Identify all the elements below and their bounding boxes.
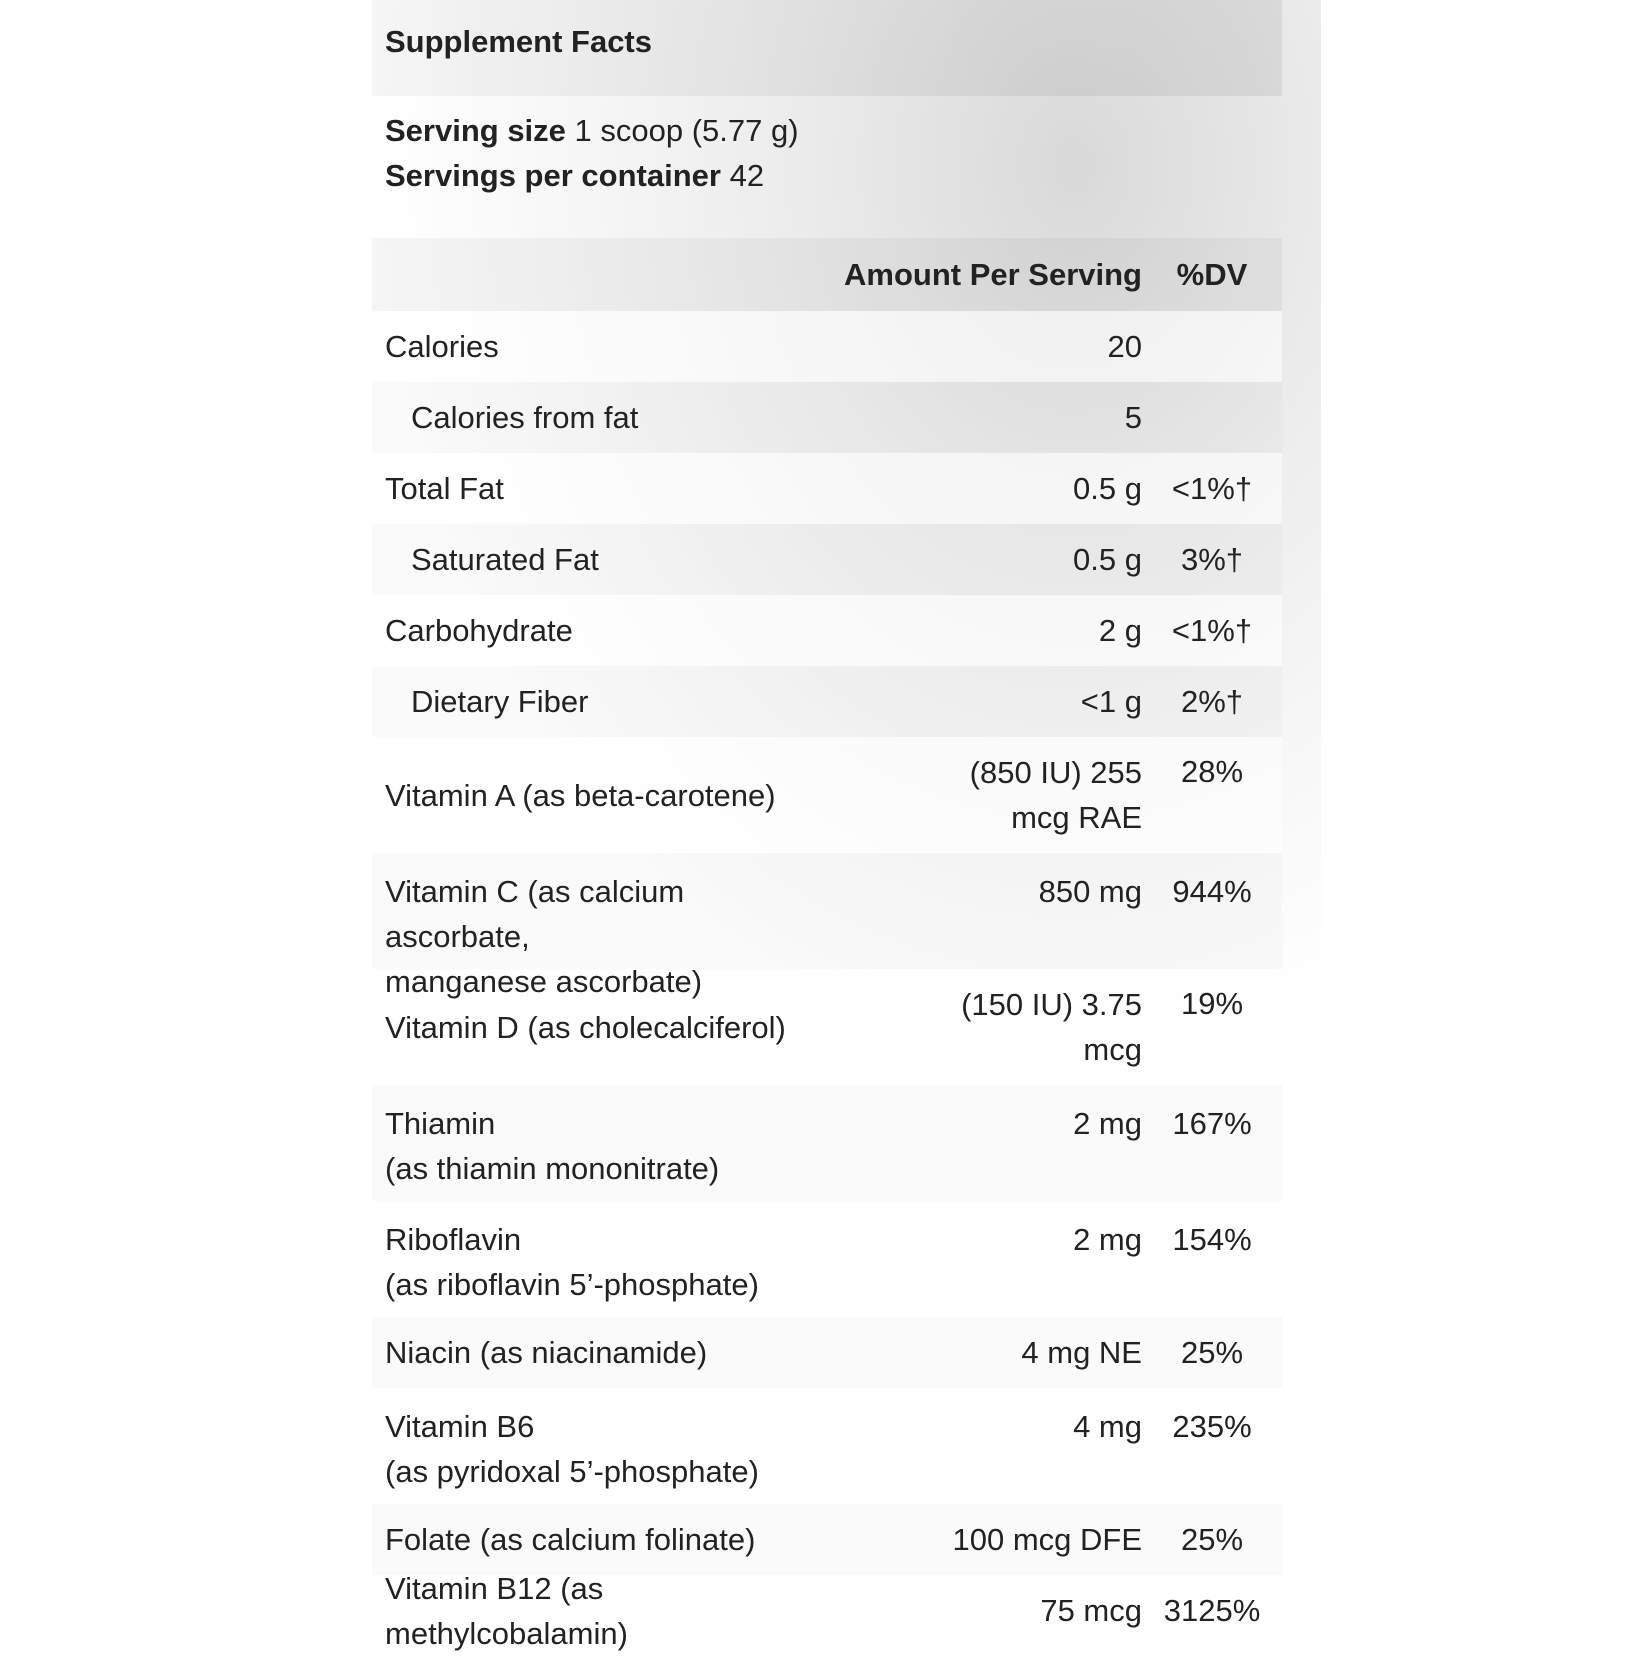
nutrient-amount: 4 mg [1073,1409,1142,1444]
nutrient-name [372,869,822,1004]
nutrient-name: Dietary Fiber [411,684,589,719]
nutrient-dv: 25% [1180,1335,1244,1370]
serving-size-label: Serving size [385,113,566,148]
header-dv: %DV [1176,257,1248,292]
nutrient-amount-line: (150 IU) 3.75 [961,987,1142,1022]
nutrient-amount-line: mcg [1083,1032,1142,1067]
nutrient-dv: 19% [1180,986,1244,1021]
page-title: Supplement Facts [385,24,652,59]
nutrient-dv: 235% [1172,1409,1252,1444]
nutrient-dv: 3125% [1163,1593,1261,1628]
nutrient-dv: 3%† [1180,542,1244,577]
nutrient-name: Folate (as calcium folinate) [385,1522,756,1557]
nutrient-dv: 154% [1172,1222,1252,1257]
nutrient-name-line: (as riboflavin 5’-phosphate) [385,1267,759,1302]
servings-per-container-label: Servings per container [385,158,721,193]
header-amount: Amount Per Serving [844,257,1142,292]
nutrient-name-line: Thiamin [385,1106,496,1141]
nutrient-dv: 28% [1180,754,1244,789]
table-row [372,1317,1282,1388]
nutrient-amount: 850 mg [1038,874,1142,909]
nutrient-amount: 2 mg [1073,1222,1142,1257]
nutrient-name: Calories from fat [411,400,639,435]
table-row [372,1504,1282,1575]
serving-size-value: 1 scoop (5.77 g) [574,113,799,148]
nutrient-amount: 2 g [1098,613,1142,648]
nutrient-amount: 2 mg [1073,1106,1142,1141]
nutrient-name: Carbohydrate [385,613,573,648]
serving-size [385,108,1269,153]
nutrient-name [372,1404,822,1494]
nutrient-dv: 167% [1172,1106,1252,1141]
nutrient-amount: 0.5 g [1073,471,1142,506]
nutrient-name: Niacin (as niacinamide) [385,1335,708,1370]
nutrient-name [372,1101,822,1191]
table-row [372,595,1282,666]
nutrient-dv: <1%† [1171,613,1253,648]
table-header [372,238,1282,311]
nutrient-name [372,1217,822,1307]
table-row [372,853,1282,999]
table-row [372,737,1282,853]
nutrient-name-line: Vitamin C (as calcium ascorbate, [385,874,685,954]
nutrient-name: Saturated Fat [411,542,599,577]
nutrient-dv: <1%† [1171,471,1253,506]
nutrient-name: Vitamin D (as cholecalciferol) [385,1009,786,1045]
table-row [372,453,1282,524]
nutrient-amount [822,982,1142,1072]
nutrient-amount: 75 mcg [1040,1593,1142,1628]
nutrient-amount: 4 mg NE [1021,1335,1142,1370]
servings-per-container-value: 42 [729,158,765,193]
table-row [372,666,1282,737]
nutrient-name: Vitamin B12 (as methylcobalamin) [385,1570,628,1651]
nutrient-name-line: Riboflavin [385,1222,522,1257]
nutrient-name: Total Fat [385,471,504,506]
title-bar [372,0,1282,96]
supplement-facts-panel [333,0,1321,1652]
nutrient-dv: 944% [1172,874,1252,909]
nutrient-amount-line: mcg RAE [1011,800,1142,835]
table-row [372,311,1282,382]
nutrient-amount: 100 mcg DFE [952,1522,1142,1557]
nutrient-dv: 2%† [1180,684,1244,719]
nutrient-amount: 0.5 g [1073,542,1142,577]
nutrient-dv: 25% [1180,1522,1244,1557]
nutrient-amount [822,750,1142,840]
supplement-facts-table [372,0,1282,1651]
nutrient-amount: 5 [1124,400,1142,435]
nutrient-name-line: (as thiamin mononitrate) [385,1151,720,1186]
nutrient-amount: 20 [1107,329,1142,364]
nutrient-name: Calories [385,329,499,364]
table-row [372,1388,1282,1504]
table-row [372,1085,1282,1201]
nutrient-amount: <1 g [1080,684,1142,719]
table-row [372,1570,1282,1651]
nutrient-name-line: (as pyridoxal 5’-phosphate) [385,1454,759,1489]
nutrient-name-line: Vitamin B6 [385,1409,535,1444]
nutrient-name-line: manganese ascorbate) [385,964,703,999]
table-row [372,524,1282,595]
table-row [372,1201,1282,1317]
nutrient-name: Vitamin A (as beta-carotene) [385,777,776,813]
servings-per-container [385,153,1269,198]
serving-info [372,96,1282,238]
table-row [372,382,1282,453]
nutrient-amount-line: (850 IU) 255 [969,755,1142,790]
